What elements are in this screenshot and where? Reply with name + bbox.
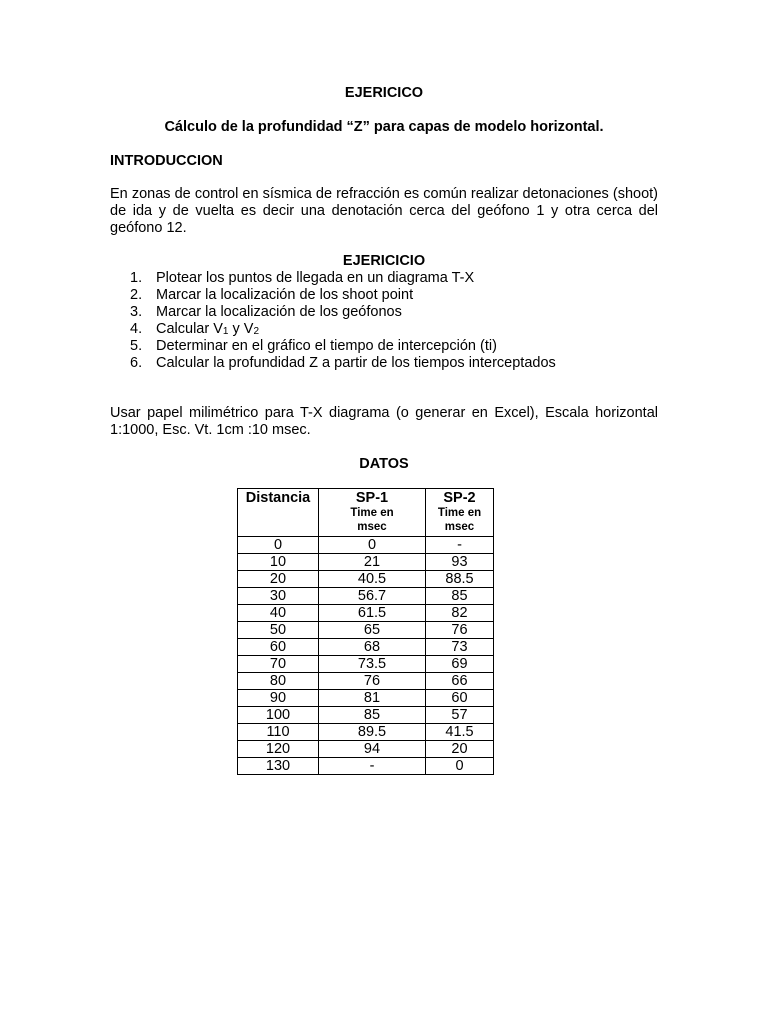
cell-distance: 120: [238, 741, 319, 758]
cell-sp2-time: 0: [426, 758, 494, 775]
cell-sp1-time: 85: [319, 707, 426, 724]
cell-sp1-time: 61.5: [319, 605, 426, 622]
cell-distance: 0: [238, 537, 319, 554]
cell-sp1-time: 56.7: [319, 588, 426, 605]
column-header-sp2: [426, 489, 494, 537]
document-title: EJERICICO: [344, 85, 424, 101]
list-item: [110, 338, 658, 355]
cell-sp1-time: 68: [319, 639, 426, 656]
step-number: 4.: [130, 321, 143, 337]
cell-sp1-time: 40.5: [319, 571, 426, 588]
table-row: [238, 605, 494, 622]
cell-sp2-time: 88.5: [426, 571, 494, 588]
cell-sp1-time: -: [319, 758, 426, 775]
header-sublabel: Time en: [350, 507, 394, 519]
subscript: 2: [253, 326, 259, 337]
table-row: [238, 639, 494, 656]
header-label: SP-1: [355, 490, 389, 506]
cell-sp2-time: 73: [426, 639, 494, 656]
step-text: Determinar en el gráfico el tiempo de intercepción (ti): [156, 338, 497, 354]
step-text: y V: [228, 321, 254, 337]
cell-sp2-time: 20: [426, 741, 494, 758]
list-item: [110, 287, 658, 304]
list-item: [110, 355, 658, 372]
step-number: 6.: [130, 355, 143, 371]
cell-sp1-time: 81: [319, 690, 426, 707]
cell-sp2-time: -: [426, 537, 494, 554]
cell-distance: 10: [238, 554, 319, 571]
cell-distance: 100: [238, 707, 319, 724]
cell-sp2-time: 41.5: [426, 724, 494, 741]
cell-distance: 90: [238, 690, 319, 707]
table-header-row: [238, 489, 494, 537]
step-text: Calcular la profundidad Z a partir de los tiempos interceptados: [156, 355, 556, 371]
cell-sp2-time: 76: [426, 622, 494, 639]
table-row: [238, 554, 494, 571]
header-label: Distancia: [245, 490, 311, 506]
introduction-heading: INTRODUCCION: [110, 153, 223, 169]
cell-sp2-time: 85: [426, 588, 494, 605]
table-row: [238, 724, 494, 741]
table-row: [238, 571, 494, 588]
cell-distance: 60: [238, 639, 319, 656]
header-sublabel: msec: [444, 521, 475, 533]
cell-distance: 130: [238, 758, 319, 775]
document-subtitle: Cálculo de la profundidad “Z” para capas de modelo horizontal.: [164, 119, 604, 135]
cell-sp1-time: 89.5: [319, 724, 426, 741]
column-header-distance: [238, 489, 319, 537]
introduction-paragraph: En zonas de control en sísmica de refracción es común realizar detonaciones (shoot) de ida y de vuelta es decir una denotación cerca del geófono 1 y otra cerca del geófono 12.: [110, 186, 658, 236]
cell-distance: 20: [238, 571, 319, 588]
table-body: [238, 537, 494, 775]
cell-sp1-time: 21: [319, 554, 426, 571]
step-number: 3.: [130, 304, 143, 320]
cell-distance: 110: [238, 724, 319, 741]
data-table: [237, 488, 494, 775]
list-item: [110, 270, 658, 287]
cell-sp1-time: 76: [319, 673, 426, 690]
table-row: [238, 741, 494, 758]
step-text: Plotear los puntos de llegada en un diagrama T-X: [156, 270, 475, 286]
table-row: [238, 588, 494, 605]
step-number: 2.: [130, 287, 143, 303]
table-row: [238, 707, 494, 724]
table-row: [238, 537, 494, 554]
list-item: [110, 321, 658, 338]
exercise-steps-list: [110, 270, 658, 372]
data-heading: DATOS: [359, 456, 409, 472]
step-text: Marcar la localización de los geófonos: [156, 304, 402, 320]
cell-distance: 70: [238, 656, 319, 673]
cell-sp2-time: 60: [426, 690, 494, 707]
cell-distance: 30: [238, 588, 319, 605]
exercise-heading: EJERICICIO: [342, 253, 426, 269]
header-sublabel: msec: [357, 521, 387, 533]
cell-sp2-time: 82: [426, 605, 494, 622]
cell-distance: 40: [238, 605, 319, 622]
table-row: [238, 622, 494, 639]
cell-sp1-time: 94: [319, 741, 426, 758]
subscript: 1: [222, 326, 229, 337]
cell-sp1-time: 65: [319, 622, 426, 639]
cell-sp2-time: 57: [426, 707, 494, 724]
list-item: [110, 304, 658, 321]
step-text: Marcar la localización de los shoot point: [156, 287, 414, 303]
cell-sp1-time: 0: [319, 537, 426, 554]
table-row: [238, 758, 494, 775]
table-row: [238, 673, 494, 690]
cell-distance: 80: [238, 673, 319, 690]
cell-sp2-time: 93: [426, 554, 494, 571]
table-row: [238, 656, 494, 673]
cell-sp1-time: 73.5: [319, 656, 426, 673]
step-text: Calcular V: [156, 321, 223, 337]
step-number: 5.: [130, 338, 143, 354]
column-header-sp1: [319, 489, 426, 537]
header-label: SP-2: [443, 490, 476, 506]
cell-sp2-time: 66: [426, 673, 494, 690]
cell-sp2-time: 69: [426, 656, 494, 673]
paper-instructions: Usar papel milimétrico para T-X diagrama (o generar en Excel), Escala horizontal 1:1000, Esc. Vt. 1cm :10 msec.: [110, 405, 658, 438]
cell-distance: 50: [238, 622, 319, 639]
step-number: 1.: [130, 270, 143, 286]
table-row: [238, 690, 494, 707]
header-sublabel: Time en: [437, 507, 482, 519]
